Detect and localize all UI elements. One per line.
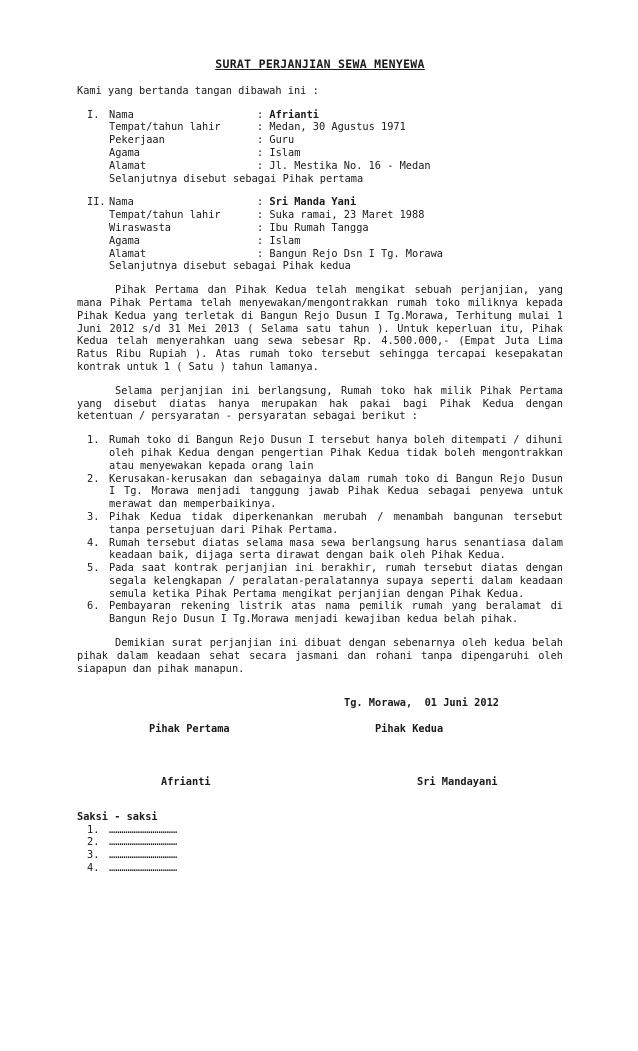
party-first (77, 109, 563, 186)
party-field-row (77, 134, 563, 147)
signatory-roles (77, 723, 563, 736)
field-label: Wiraswasta (109, 221, 171, 234)
condition-item (77, 473, 563, 511)
field-separator: : (257, 247, 270, 260)
witness-number: 1. (87, 823, 100, 836)
field-value: Medan, 30 Agustus 1971 (269, 121, 406, 134)
field-label: Tempat/tahun lahir (109, 209, 221, 222)
second-party-role: Pihak Kedua (375, 723, 444, 736)
field-value: Guru (269, 134, 295, 147)
field-label: Nama (109, 108, 134, 121)
party-field-row (77, 209, 563, 222)
witness-line (77, 849, 563, 862)
intro-text: Kami yang bertanda tangan dibawah ini : (77, 84, 319, 97)
first-party-name: Afrianti (161, 776, 211, 789)
party-field-row (77, 222, 563, 235)
field-separator: : (257, 108, 270, 121)
condition-number: 5. (87, 562, 100, 575)
second-party-name: Sri Mandayani (417, 776, 498, 789)
witness-blank: …………………………… (109, 823, 178, 836)
place-date: Tg. Morawa, 01 Juni 2012 (344, 697, 499, 710)
field-separator: : (257, 234, 270, 247)
field-value: Jl. Mestika No. 16 - Medan (269, 159, 431, 172)
condition-text: Kerusakan-kerusakan dan sebagainya dalam rumah toko di Bangun Rejo Dusun I Tg. Morawa menjadi tanggung jawab Pihak Kedua sebagai penyewa untuk merawat dan memperbaikinya. (109, 472, 563, 511)
document-page (77, 58, 563, 875)
condition-text: Pada saat kontrak perjanjian ini berakhir, rumah tersebut diatas dengan segala kelengkapan / peralatan-peralatannya supaya seperti dalam keadaan semula ketika Pihak Pertama mengikat perjanjian dengan Pihak Kedua. (109, 562, 563, 600)
party-designation: Selanjutnya disebut sebagai Pihak pertama (109, 172, 364, 185)
field-value: Suka ramai, 23 Maret 1988 (269, 209, 425, 222)
first-party-role: Pihak Pertama (149, 723, 230, 736)
field-value: Afrianti (269, 108, 320, 121)
condition-number: 4. (87, 536, 100, 549)
witness-number: 2. (87, 836, 100, 849)
condition-number: 2. (87, 472, 100, 485)
field-separator: : (257, 221, 270, 234)
party-designation: Selanjutnya disebut sebagai Pihak kedua (109, 260, 351, 273)
signatory-names (77, 776, 563, 789)
closing-paragraph: Demikian surat perjanjian ini dibuat dengan sebenarnya oleh kedua belah pihak dalam keadaan sehat secara jasmani dan rohani tanpa dipengaruhi oleh siapapun dan pihak manapun. (77, 637, 563, 675)
party-field-row (77, 196, 563, 209)
condition-text: Rumah toko di Bangun Rejo Dusun I tersebut hanya boleh ditempati / dihuni oleh pihak Kedua dengan pengertian Pihak Kedua tidak boleh mengontrakkan atau menyewakan kepada orang lain (109, 434, 563, 472)
witnesses-list (77, 824, 563, 875)
condition-item (77, 562, 563, 600)
condition-item (77, 434, 563, 472)
condition-item (77, 537, 563, 563)
condition-text: Rumah tersebut diatas selama masa sewa berlangsung harus senantiasa dalam keadaan baik, dijaga serta dirawat dengan baik oleh Pihak Kedua. (109, 536, 563, 562)
field-separator: : (257, 121, 270, 134)
party-number: I. (87, 108, 100, 121)
field-value: Sri Manda Yani (269, 196, 357, 209)
party-number: II. (87, 196, 106, 209)
party-field-row (77, 248, 563, 261)
condition-number: 1. (87, 434, 100, 447)
witness-line (77, 862, 563, 875)
field-separator: : (257, 134, 270, 147)
field-label: Alamat (109, 247, 147, 260)
party-field-row (77, 109, 563, 122)
condition-item (77, 600, 563, 626)
witness-number: 4. (87, 862, 100, 875)
field-label: Agama (109, 146, 140, 159)
agreement-paragraph: Pihak Pertama dan Pihak Kedua telah mengikat sebuah perjanjian, yang mana Pihak Pertama telah menyewakan/mengontrakkan rumah toko miliknya kepada Pihak Kedua yang terletak di Bangun Rejo Dusun I Tg.Morawa, Terhitung mulai 1 Juni 2012 s/d 31 Mei 2013 ( Selama satu tahun ). Untuk keperluan itu, Pihak Kedua telah menyerahkan uang sewa sebesar Rp. 4.500.000,- (Empat Juta Lima Ratus Ribu Rupiah ). Atas rumah toko tersebut sehingga tercapai kesepakatan kontrak untuk 1 ( Satu ) tahun lamanya. (77, 284, 563, 373)
witness-blank: …………………………… (109, 836, 178, 849)
party-field-row (77, 235, 563, 248)
field-label: Tempat/tahun lahir (109, 121, 221, 134)
witness-line (77, 824, 563, 837)
party-field-row (77, 121, 563, 134)
document-title: SURAT PERJANJIAN SEWA MENYEWA (215, 57, 425, 71)
field-value: Ibu Rumah Tangga (269, 221, 369, 234)
terms-paragraph: Selama perjanjian ini berlangsung, Rumah toko hak milik Pihak Pertama yang disebut diatas hanya merupakan hak pakai bagi Pihak Kedua dengan ketentuan / persyaratan - persyaratan sebagai berikut : (77, 384, 563, 423)
condition-number: 6. (87, 600, 100, 613)
field-separator: : (257, 209, 270, 222)
witness-blank: …………………………… (109, 849, 178, 862)
party-field-row (77, 147, 563, 160)
condition-text: Pihak Kedua tidak diperkenankan merubah / menambah bangunan tersebut tanpa persetujuan dari Pihak Pertama. (109, 510, 563, 536)
party-field-row (77, 160, 563, 173)
field-label: Agama (109, 234, 140, 247)
witness-line (77, 836, 563, 849)
field-value: Bangun Rejo Dsn I Tg. Morawa (269, 247, 443, 260)
field-separator: : (257, 159, 270, 172)
condition-item (77, 511, 563, 537)
field-label: Pekerjaan (109, 134, 165, 147)
witness-blank: …………………………… (109, 862, 178, 875)
conditions-list (77, 434, 563, 626)
field-label: Nama (109, 196, 134, 209)
field-label: Alamat (109, 159, 147, 172)
witnesses-title: Saksi - saksi (77, 810, 158, 823)
witness-number: 3. (87, 849, 100, 862)
condition-text: Pembayaran rekening listrik atas nama pemilik rumah yang beralamat di Bangun Rejo Dusun I Tg.Morawa menjadi kewajiban kedua belah pihak. (109, 600, 563, 626)
condition-number: 3. (87, 510, 100, 523)
party-second (77, 196, 563, 273)
field-value: Islam (269, 234, 301, 247)
field-separator: : (257, 146, 270, 159)
field-separator: : (257, 196, 270, 209)
field-value: Islam (269, 146, 301, 159)
